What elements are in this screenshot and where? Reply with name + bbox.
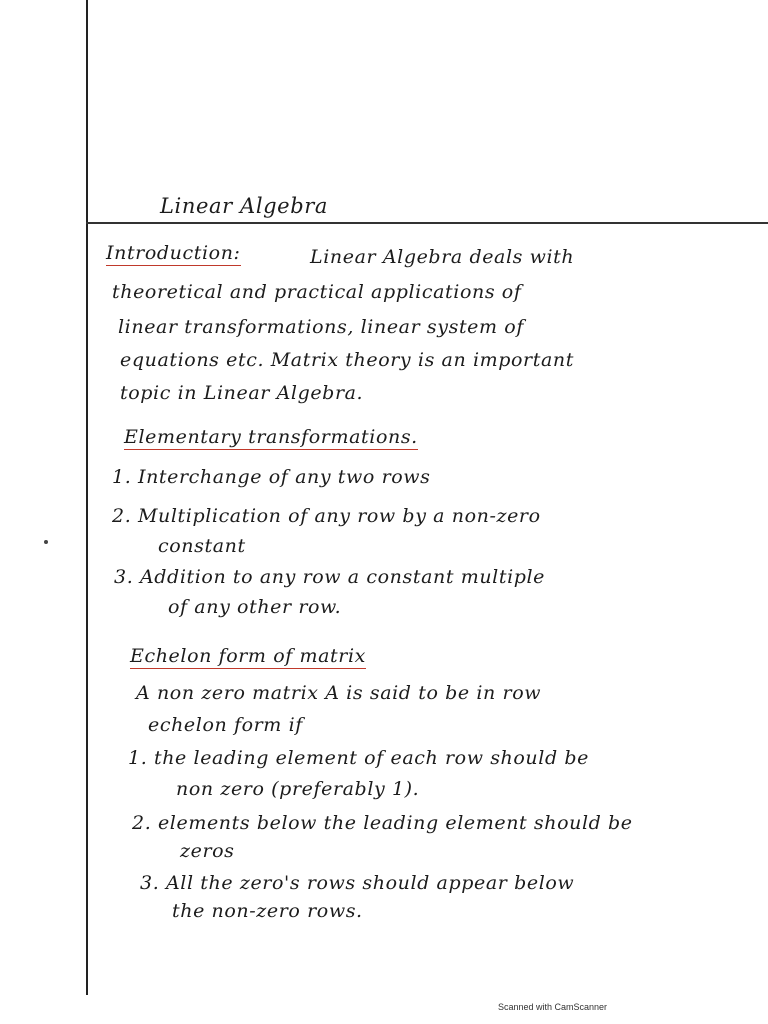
intro-line: linear transformations, linear system of: [118, 316, 524, 338]
echelon-line: the non-zero rows.: [172, 900, 363, 922]
echelon-line: 3. All the zero's rows should appear below: [140, 872, 575, 894]
scan-footer: Scanned with CamScanner: [498, 1002, 608, 1012]
margin-line: [86, 0, 88, 995]
intro-heading: Introduction:: [106, 242, 241, 264]
echelon-line: zeros: [180, 840, 235, 862]
elementary-heading: Elementary transformations.: [124, 426, 418, 448]
elementary-line: 1. Interchange of any two rows: [112, 466, 431, 488]
intro-line: theoretical and practical applications of: [112, 281, 522, 303]
elementary-line: constant: [158, 535, 246, 557]
elementary-line: 3. Addition to any row a constant multiple: [114, 566, 546, 588]
intro-line: equations etc. Matrix theory is an important: [120, 349, 574, 371]
echelon-line: echelon form if: [148, 714, 303, 736]
echelon-line: A non zero matrix A is said to be in row: [136, 682, 542, 704]
echelon-line: non zero (preferably 1).: [176, 778, 420, 800]
intro-line: topic in Linear Algebra.: [120, 382, 364, 404]
elementary-line: 2. Multiplication of any row by a non-zero: [112, 505, 541, 527]
intro-line: Linear Algebra deals with: [310, 246, 575, 268]
echelon-line: 1. the leading element of each row should be: [128, 747, 589, 769]
elementary-line: of any other row.: [168, 596, 342, 618]
page-title: Linear Algebra: [160, 194, 329, 218]
echelon-heading: Echelon form of matrix: [130, 645, 366, 667]
header-rule: [86, 222, 768, 224]
echelon-line: 2. elements below the leading element should be: [132, 812, 633, 834]
ink-dot: [44, 540, 48, 544]
